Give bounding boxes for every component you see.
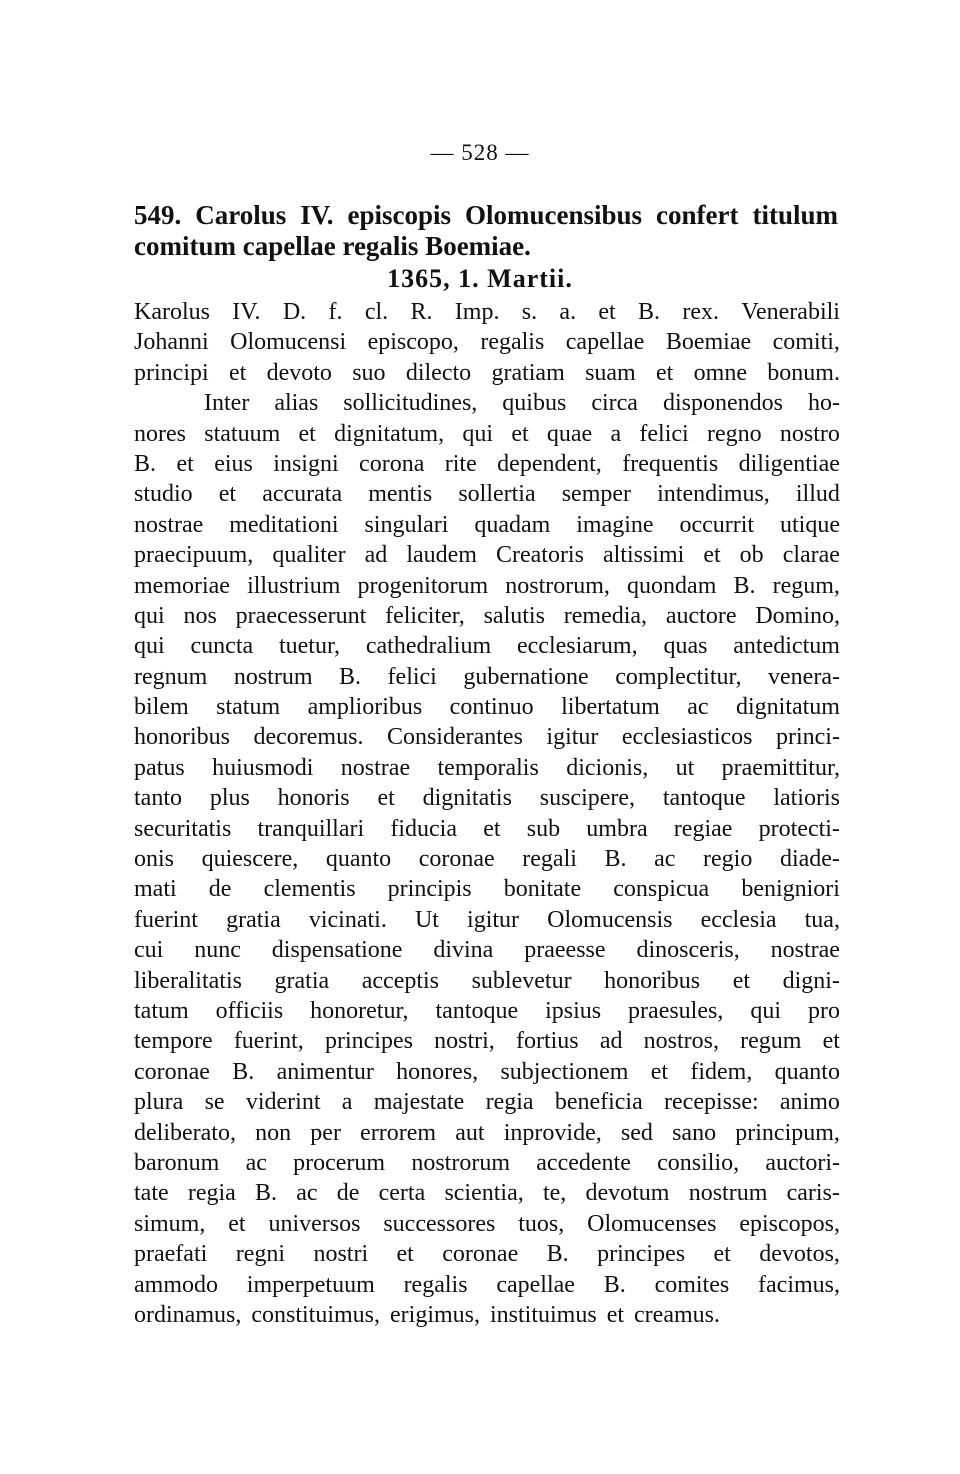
text-line: fuerint gratia vicinati. Ut igitur Olomucensis ecclesia tua,	[134, 906, 840, 933]
text-line: praecipuum, qualiter ad laudem Creatoris altissimi et ob clarae	[134, 542, 840, 569]
page-number: — 528 —	[430, 140, 530, 165]
text-line: deliberato, non per errorem aut inprovide, sed sano principum,	[134, 1119, 840, 1146]
text-line: baronum ac procerum nostrorum accedente consilio, auctori-	[134, 1149, 840, 1176]
text-line: B. et eius insigni corona rite dependent, frequentis diligentiae	[134, 450, 840, 477]
text-line: mati de clementis principis bonitate conspicua benigniori	[134, 876, 840, 903]
text-line: patus huiusmodi nostrae temporalis dicionis, ut praemittitur,	[134, 754, 840, 781]
text-line: tatum officiis honoretur, tantoque ipsius praesules, qui pro	[134, 997, 840, 1024]
text-line: Karolus IV. D. f. cl. R. Imp. s. a. et B. rex. Venerabili	[134, 299, 840, 325]
text-line: ordinamus, constituimus, erigimus, instituimus et creamus.	[134, 1301, 720, 1328]
text-line: qui nos praecesserunt feliciter, salutis remedia, auctore Domino,	[134, 602, 840, 629]
document-heading: 549. Carolus IV. episcopis Olomucensibus confert titulum comitum capellae regalis Boemiae.	[134, 200, 838, 261]
text-line: plura se viderint a majestate regia beneficia recepisse: animo	[134, 1089, 840, 1116]
text-line: memoriae illustrium progenitorum nostrorum, quondam B. regum,	[134, 572, 840, 599]
text-line: securitatis tranquillari fiducia et sub umbra regiae protecti-	[134, 815, 840, 842]
text-line: nores statuum et dignitatum, qui et quae a felici regno nostro	[134, 420, 840, 447]
text-line: studio et accurata mentis sollertia semper intendimus, illud	[134, 481, 840, 508]
text-line: tate regia B. ac de certa scientia, te, devotum nostrum caris-	[134, 1180, 840, 1207]
text-line: honoribus decoremus. Considerantes igitur ecclesiasticos princi-	[134, 724, 840, 751]
text-line: Inter alias sollicitudines, quibus circa disponendos ho-	[204, 390, 840, 417]
text-line: liberalitatis gratia acceptis sublevetur honoribus et digni-	[134, 967, 840, 994]
text-line: regnum nostrum B. felici gubernatione complectitur, venera-	[134, 663, 840, 690]
text-line: tanto plus honoris et dignitatis suscipere, tantoque latioris	[134, 785, 840, 812]
document-body	[134, 297, 840, 1330]
text-line: bilem statum amplioribus continuo libertatum ac dignitatum	[134, 694, 840, 721]
text-line: ammodo imperpetuum regalis capellae B. comites facimus,	[134, 1271, 840, 1298]
text-line: principi et devoto suo dilecto gratiam suam et omne bonum.	[134, 359, 840, 386]
text-line: tempore fuerint, principes nostri, fortius ad nostros, regum et	[134, 1028, 840, 1055]
text-line: qui cuncta tuetur, cathedralium ecclesiarum, quas antedictum	[134, 633, 840, 660]
text-line: nostrae meditationi singulari quadam imagine occurrit utique	[134, 511, 840, 538]
text-line: cui nunc dispensatione divina praeesse dinosceris, nostrae	[134, 937, 840, 964]
text-line: coronae B. animentur honores, subjectionem et fidem, quanto	[134, 1058, 840, 1085]
text-line: onis quiescere, quanto coronae regali B. ac regio diade-	[134, 846, 840, 873]
text-line: Johanni Olomucensi episcopo, regalis capellae Boemiae comiti,	[134, 329, 840, 356]
document-date: 1365, 1. Martii.	[387, 264, 573, 293]
text-line: praefati regni nostri et coronae B. principes et devotos,	[134, 1241, 840, 1268]
text-line: simum, et universos successores tuos, Olomucenses episcopos,	[134, 1210, 840, 1237]
